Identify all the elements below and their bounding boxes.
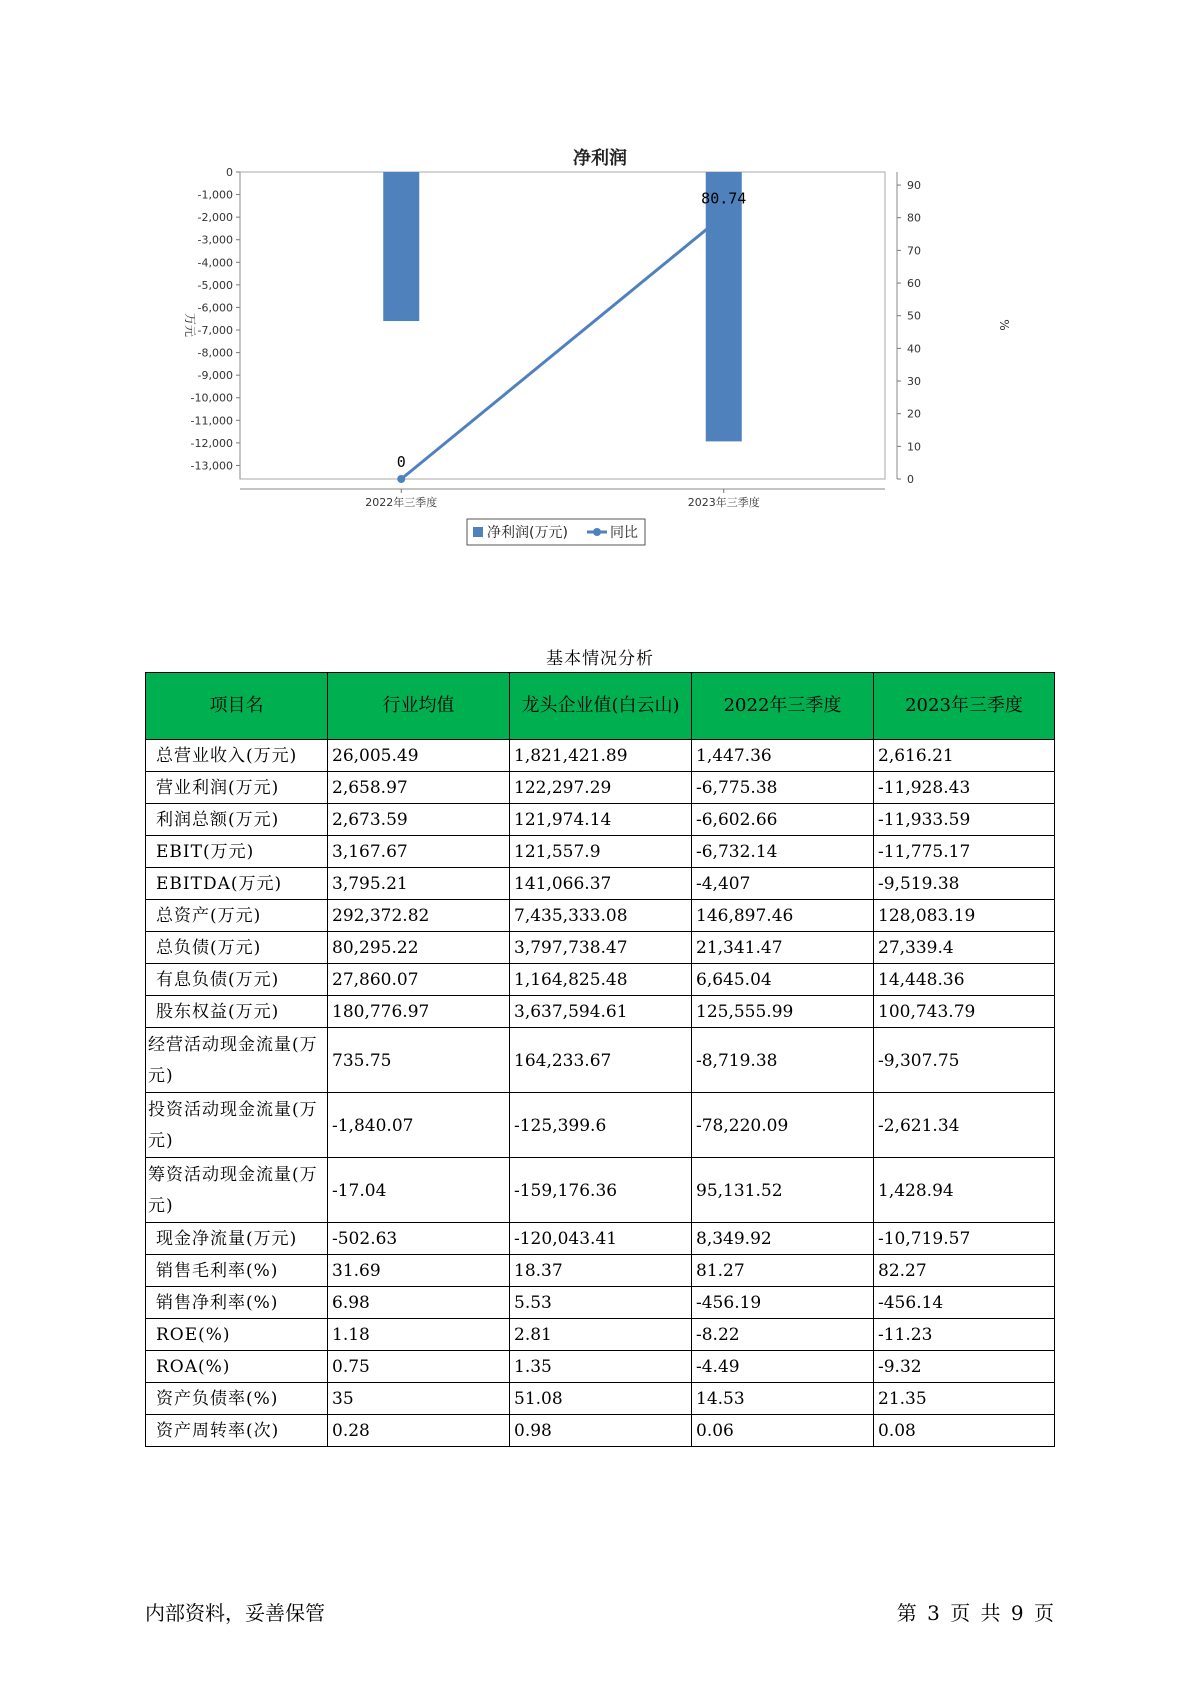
table-row — [146, 836, 1055, 868]
table-cell: 21.35 — [874, 1383, 1055, 1415]
y-tick-label: -11,000 — [190, 414, 233, 428]
table-cell: -4.49 — [692, 1351, 874, 1383]
row-label: 现金净流量(万元) — [146, 1223, 328, 1255]
yoy-point — [720, 211, 728, 219]
row-label: 经营活动现金流量(万元) — [146, 1028, 328, 1093]
table-cell: 0.75 — [328, 1351, 510, 1383]
row-label: 投资活动现金流量(万元) — [146, 1093, 328, 1158]
analysis-table — [145, 672, 1055, 1447]
table-cell: 2.81 — [510, 1319, 692, 1351]
y2-axis-title: % — [997, 319, 1011, 331]
table-cell: -6,602.66 — [692, 804, 874, 836]
table-row — [146, 1158, 1055, 1223]
table-cell: 164,233.67 — [510, 1028, 692, 1093]
table-cell: 180,776.97 — [328, 996, 510, 1028]
table-cell: 121,557.9 — [510, 836, 692, 868]
row-label: ROE(%) — [146, 1319, 328, 1351]
table-cell: 100,743.79 — [874, 996, 1055, 1028]
row-label: 利润总额(万元) — [146, 804, 328, 836]
table-cell: 1,164,825.48 — [510, 964, 692, 996]
table-cell: 0.98 — [510, 1415, 692, 1447]
row-label: 总负债(万元) — [146, 932, 328, 964]
table-cell: -4,407 — [692, 868, 874, 900]
y-tick-label: -1,000 — [197, 188, 233, 202]
table-cell: -456.19 — [692, 1287, 874, 1319]
table-cell: -11,933.59 — [874, 804, 1055, 836]
plot-area — [240, 172, 885, 479]
table-cell: 0.28 — [328, 1415, 510, 1447]
table-cell: -1,840.07 — [328, 1093, 510, 1158]
table-row — [146, 1287, 1055, 1319]
table-row — [146, 1223, 1055, 1255]
x-tick-label: 2023年三季度 — [687, 496, 760, 509]
table-body — [146, 740, 1055, 1447]
table-cell: 2,673.59 — [328, 804, 510, 836]
plot-background — [240, 172, 885, 479]
table-row — [146, 1093, 1055, 1158]
net-profit-chart — [180, 140, 1020, 590]
table-cell: 31.69 — [328, 1255, 510, 1287]
table-cell: -125,399.6 — [510, 1093, 692, 1158]
legend-label: 同比 — [610, 525, 638, 541]
row-label: ROA(%) — [146, 1351, 328, 1383]
table-row — [146, 932, 1055, 964]
row-label: 总营业收入(万元) — [146, 740, 328, 772]
y2-tick-label: 80 — [907, 211, 921, 225]
table-cell: -78,220.09 — [692, 1093, 874, 1158]
row-label: 资产周转率(次) — [146, 1415, 328, 1447]
table-cell: 121,974.14 — [510, 804, 692, 836]
table-cell: 82.27 — [874, 1255, 1055, 1287]
table-row — [146, 1319, 1055, 1351]
table-cell: 146,897.46 — [692, 900, 874, 932]
table-cell: -11,928.43 — [874, 772, 1055, 804]
y-tick-label: -6,000 — [197, 301, 233, 315]
table-cell: 0.06 — [692, 1415, 874, 1447]
confidential-note: 内部资料，妥善保管 — [145, 1601, 325, 1625]
table-cell: 125,555.99 — [692, 996, 874, 1028]
table-row — [146, 996, 1055, 1028]
yoy-data-label: 80.74 — [701, 189, 747, 208]
row-label: EBITDA(万元) — [146, 868, 328, 900]
y2-tick-label: 90 — [907, 179, 921, 193]
row-label: 销售毛利率(%) — [146, 1255, 328, 1287]
table-cell: -8,719.38 — [692, 1028, 874, 1093]
row-label: 有息负债(万元) — [146, 964, 328, 996]
table-cell: 2,658.97 — [328, 772, 510, 804]
y-tick-label: -4,000 — [197, 256, 233, 270]
table-cell: 27,860.07 — [328, 964, 510, 996]
table-cell: 141,066.37 — [510, 868, 692, 900]
legend-label: 净利润(万元) — [487, 525, 568, 541]
y-tick-label: -10,000 — [190, 391, 233, 405]
y-tick-label: -7,000 — [197, 324, 233, 338]
yoy-data-label: 0 — [396, 453, 406, 471]
y2-tick-label: 30 — [907, 375, 921, 389]
legend-swatch-bar — [473, 527, 483, 537]
table-row — [146, 900, 1055, 932]
table-cell: 81.27 — [692, 1255, 874, 1287]
table-cell: 3,797,738.47 — [510, 932, 692, 964]
net-profit-bar — [383, 172, 419, 321]
table-row — [146, 1351, 1055, 1383]
table-cell: -502.63 — [328, 1223, 510, 1255]
row-label: EBIT(万元) — [146, 836, 328, 868]
y-tick-label: -2,000 — [197, 211, 233, 225]
table-row — [146, 868, 1055, 900]
table-cell: 8,349.92 — [692, 1223, 874, 1255]
table-cell: -6,775.38 — [692, 772, 874, 804]
table-cell: 735.75 — [328, 1028, 510, 1093]
y2-tick-label: 0 — [907, 473, 914, 486]
row-label: 总资产(万元) — [146, 900, 328, 932]
table-cell: 1.35 — [510, 1351, 692, 1383]
y2-tick-label: 10 — [907, 440, 921, 454]
table-cell: 14.53 — [692, 1383, 874, 1415]
table-row — [146, 1415, 1055, 1447]
table-cell: 27,339.4 — [874, 932, 1055, 964]
table-row — [146, 740, 1055, 772]
column-header: 2023年三季度 — [874, 673, 1055, 740]
table-row — [146, 1383, 1055, 1415]
table-cell: 122,297.29 — [510, 772, 692, 804]
table-cell: 51.08 — [510, 1383, 692, 1415]
table-cell: 2,616.21 — [874, 740, 1055, 772]
column-header: 2022年三季度 — [692, 673, 874, 740]
row-label: 营业利润(万元) — [146, 772, 328, 804]
row-label: 筹资活动现金流量(万元) — [146, 1158, 328, 1223]
x-axis — [240, 489, 885, 509]
table-cell: -2,621.34 — [874, 1093, 1055, 1158]
yoy-point — [397, 475, 405, 483]
table-cell: 6,645.04 — [692, 964, 874, 996]
table-cell: 1,821,421.89 — [510, 740, 692, 772]
table-cell: -120,043.41 — [510, 1223, 692, 1255]
row-label: 销售净利率(%) — [146, 1287, 328, 1319]
table-cell: -11,775.17 — [874, 836, 1055, 868]
y-tick-label: -9,000 — [197, 369, 233, 383]
table-header — [146, 673, 1055, 740]
table-cell: -9.32 — [874, 1351, 1055, 1383]
table-row — [146, 1255, 1055, 1287]
table-cell: -456.14 — [874, 1287, 1055, 1319]
table-cell: 80,295.22 — [328, 932, 510, 964]
table-cell: 1.18 — [328, 1319, 510, 1351]
table-cell: 18.37 — [510, 1255, 692, 1287]
y2-tick-label: 60 — [907, 277, 921, 291]
chart-title: 净利润 — [573, 148, 627, 169]
table-cell: -8.22 — [692, 1319, 874, 1351]
y2-tick-label: 20 — [907, 407, 921, 421]
y-tick-label: -12,000 — [190, 436, 233, 450]
chart-canvas — [180, 140, 1020, 590]
header-row — [146, 673, 1055, 740]
row-label: 资产负债率(%) — [146, 1383, 328, 1415]
table-cell: 14,448.36 — [874, 964, 1055, 996]
table-cell: -159,176.36 — [510, 1158, 692, 1223]
page-number: 第 3 页 共 9 页 — [896, 1601, 1054, 1625]
table-cell: 5.53 — [510, 1287, 692, 1319]
table-cell: 3,795.21 — [328, 868, 510, 900]
table-row — [146, 964, 1055, 996]
y-tick-label: 0 — [226, 166, 233, 179]
table-cell: 1,447.36 — [692, 740, 874, 772]
table-cell: 292,372.82 — [328, 900, 510, 932]
table-cell: -17.04 — [328, 1158, 510, 1223]
y-axis-title: 万元 — [183, 312, 197, 338]
table-cell: 0.08 — [874, 1415, 1055, 1447]
table-row — [146, 804, 1055, 836]
y2-tick-label: 70 — [907, 244, 921, 258]
y2-tick-label: 40 — [907, 342, 921, 356]
legend-swatch-point — [593, 528, 601, 536]
table-cell: 3,167.67 — [328, 836, 510, 868]
table-cell: 7,435,333.08 — [510, 900, 692, 932]
table-cell: 1,428.94 — [874, 1158, 1055, 1223]
column-header: 龙头企业值(白云山) — [510, 673, 692, 740]
table-cell: -9,519.38 — [874, 868, 1055, 900]
chart-legend — [467, 519, 645, 545]
y-tick-label: -13,000 — [190, 459, 233, 473]
table-cell: 35 — [328, 1383, 510, 1415]
row-label: 股东权益(万元) — [146, 996, 328, 1028]
table-title: 基本情况分析 — [546, 649, 654, 669]
table-row — [146, 1028, 1055, 1093]
table-cell: 6.98 — [328, 1287, 510, 1319]
table-cell: 95,131.52 — [692, 1158, 874, 1223]
y-tick-label: -3,000 — [197, 233, 233, 247]
table-cell: -11.23 — [874, 1319, 1055, 1351]
table-cell: -10,719.57 — [874, 1223, 1055, 1255]
table-cell: 3,637,594.61 — [510, 996, 692, 1028]
y-tick-label: -5,000 — [197, 278, 233, 292]
column-header: 行业均值 — [328, 673, 510, 740]
table-cell: -9,307.75 — [874, 1028, 1055, 1093]
right-y-axis — [897, 172, 921, 486]
table-cell: 21,341.47 — [692, 932, 874, 964]
table-cell: -6,732.14 — [692, 836, 874, 868]
column-header: 项目名 — [146, 673, 328, 740]
y2-tick-label: 50 — [907, 309, 921, 323]
table-row — [146, 772, 1055, 804]
table-cell: 128,083.19 — [874, 900, 1055, 932]
table-cell: 26,005.49 — [328, 740, 510, 772]
x-tick-label: 2022年三季度 — [365, 496, 438, 509]
y-tick-label: -8,000 — [197, 346, 233, 360]
